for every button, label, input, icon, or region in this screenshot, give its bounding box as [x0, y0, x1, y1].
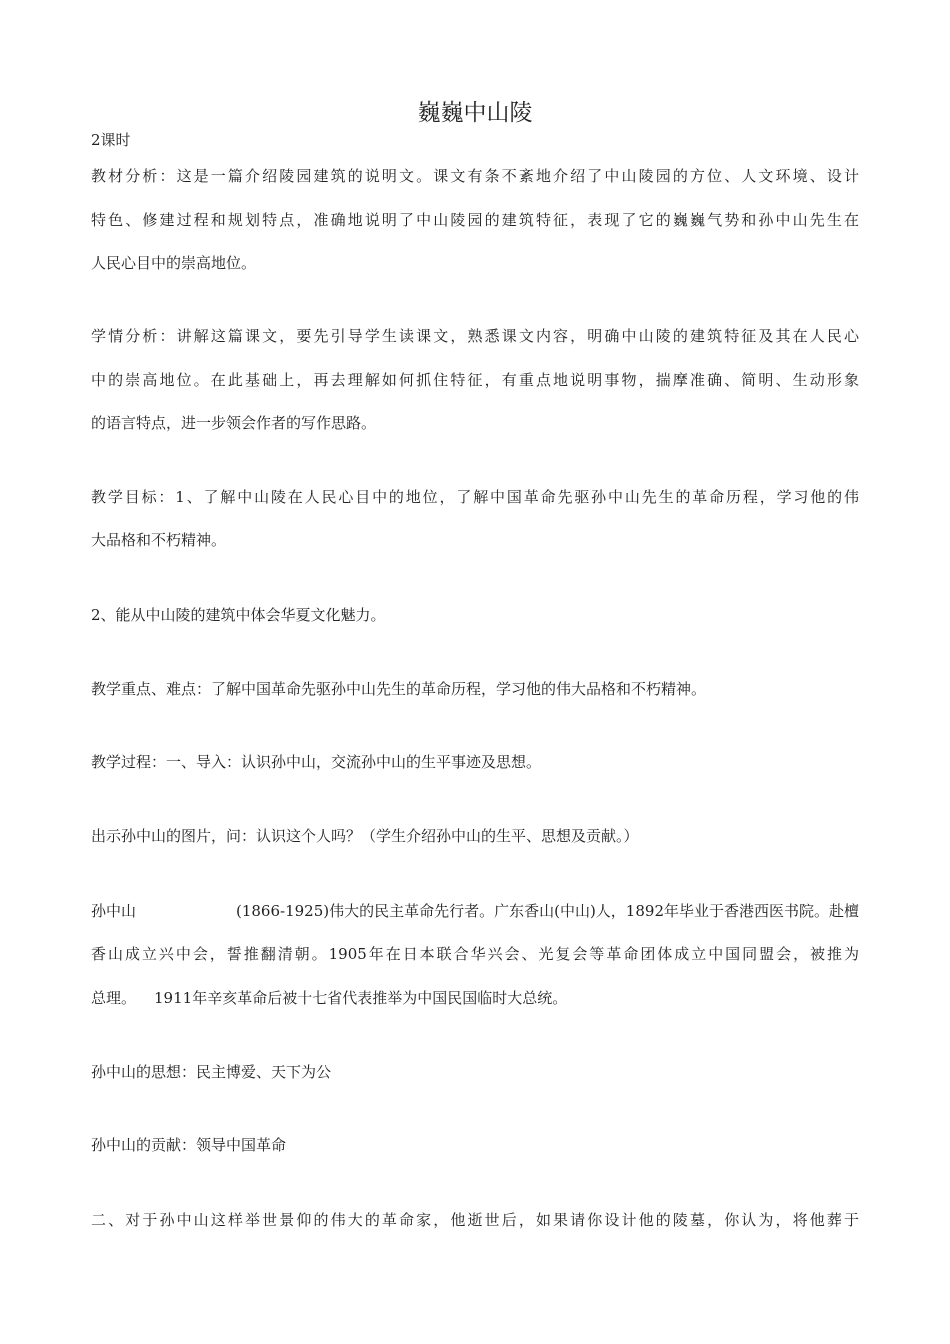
textbook-analysis-line-2: 特色、修建过程和规划特点，准确地说明了中山陵园的建筑特征，表现了它的巍巍气势和孙中山先生在: [91, 211, 859, 229]
textbook-analysis-line-1: 教材分析：这是一篇介绍陵园建筑的说明文。课文有条不紊地介绍了中山陵园的方位、人文环境、设计: [91, 167, 859, 185]
document-title: 巍巍中山陵: [417, 100, 533, 126]
bio-line-1-text: (1866-1925)伟大的民主革命先行者。广东香山(中山)人，1892年毕业于香港西医书院。赴檀: [235, 902, 859, 920]
key-points: 教学重点、难点：了解中国革命先驱孙中山先生的革命历程，学习他的伟大品格和不朽精神。: [91, 680, 707, 698]
sun-thought: 孙中山的思想：民主博爱、天下为公: [91, 1063, 332, 1081]
bio-line-2: 香山成立兴中会，誓推翻清朝。1905年在日本联合华兴会、光复会等革命团体成立中国同盟会，被推为: [91, 945, 859, 963]
bio-line-3-text: 1911年辛亥革命后被十七省代表推举为中国民国临时大总统。: [154, 989, 568, 1007]
student-analysis-line-2: 中的崇高地位。在此基础上，再去理解如何抓住特征，有重点地说明事物，揣摩准确、简明、生动形象: [91, 371, 859, 389]
teaching-goals-line-2: 大品格和不朽精神。: [91, 531, 227, 549]
bio-line-3: [91, 988, 567, 1008]
lesson-hours: 2课时: [91, 131, 131, 149]
student-analysis-line-3: 的语言特点，进一步领会作者的写作思路。: [91, 414, 377, 432]
bio-line-3-start: 总理。: [91, 989, 137, 1007]
textbook-analysis-line-3: 人民心目中的崇高地位。: [91, 254, 257, 272]
show-picture-prompt: 出示孙中山的图片，问：认识这个人吗？（学生介绍孙中山的生平、思想及贡献。）: [91, 827, 639, 845]
student-analysis-line-1: 学情分析：讲解这篇课文，要先引导学生读课文，熟悉课文内容，明确中山陵的建筑特征及其在人民心: [91, 327, 859, 345]
process-intro: 教学过程：一、导入：认识孙中山，交流孙中山的生平事迹及思想。: [91, 753, 542, 771]
sun-contribution: 孙中山的贡献：领导中国革命: [91, 1136, 287, 1154]
teaching-goals-line-1: 教学目标：1、了解中山陵在人民心目中的地位，了解中国革命先驱孙中山先生的革命历程，学习他的伟: [91, 488, 859, 506]
part-two-line-1: 二、对于孙中山这样举世景仰的伟大的革命家，他逝世后，如果请你设计他的陵墓，你认为，将他葬于: [91, 1211, 859, 1229]
bio-name: 孙中山: [91, 902, 137, 920]
bio-line-1: [91, 901, 859, 921]
teaching-goal-2: 2、能从中山陵的建筑中体会华夏文化魅力。: [91, 606, 386, 624]
